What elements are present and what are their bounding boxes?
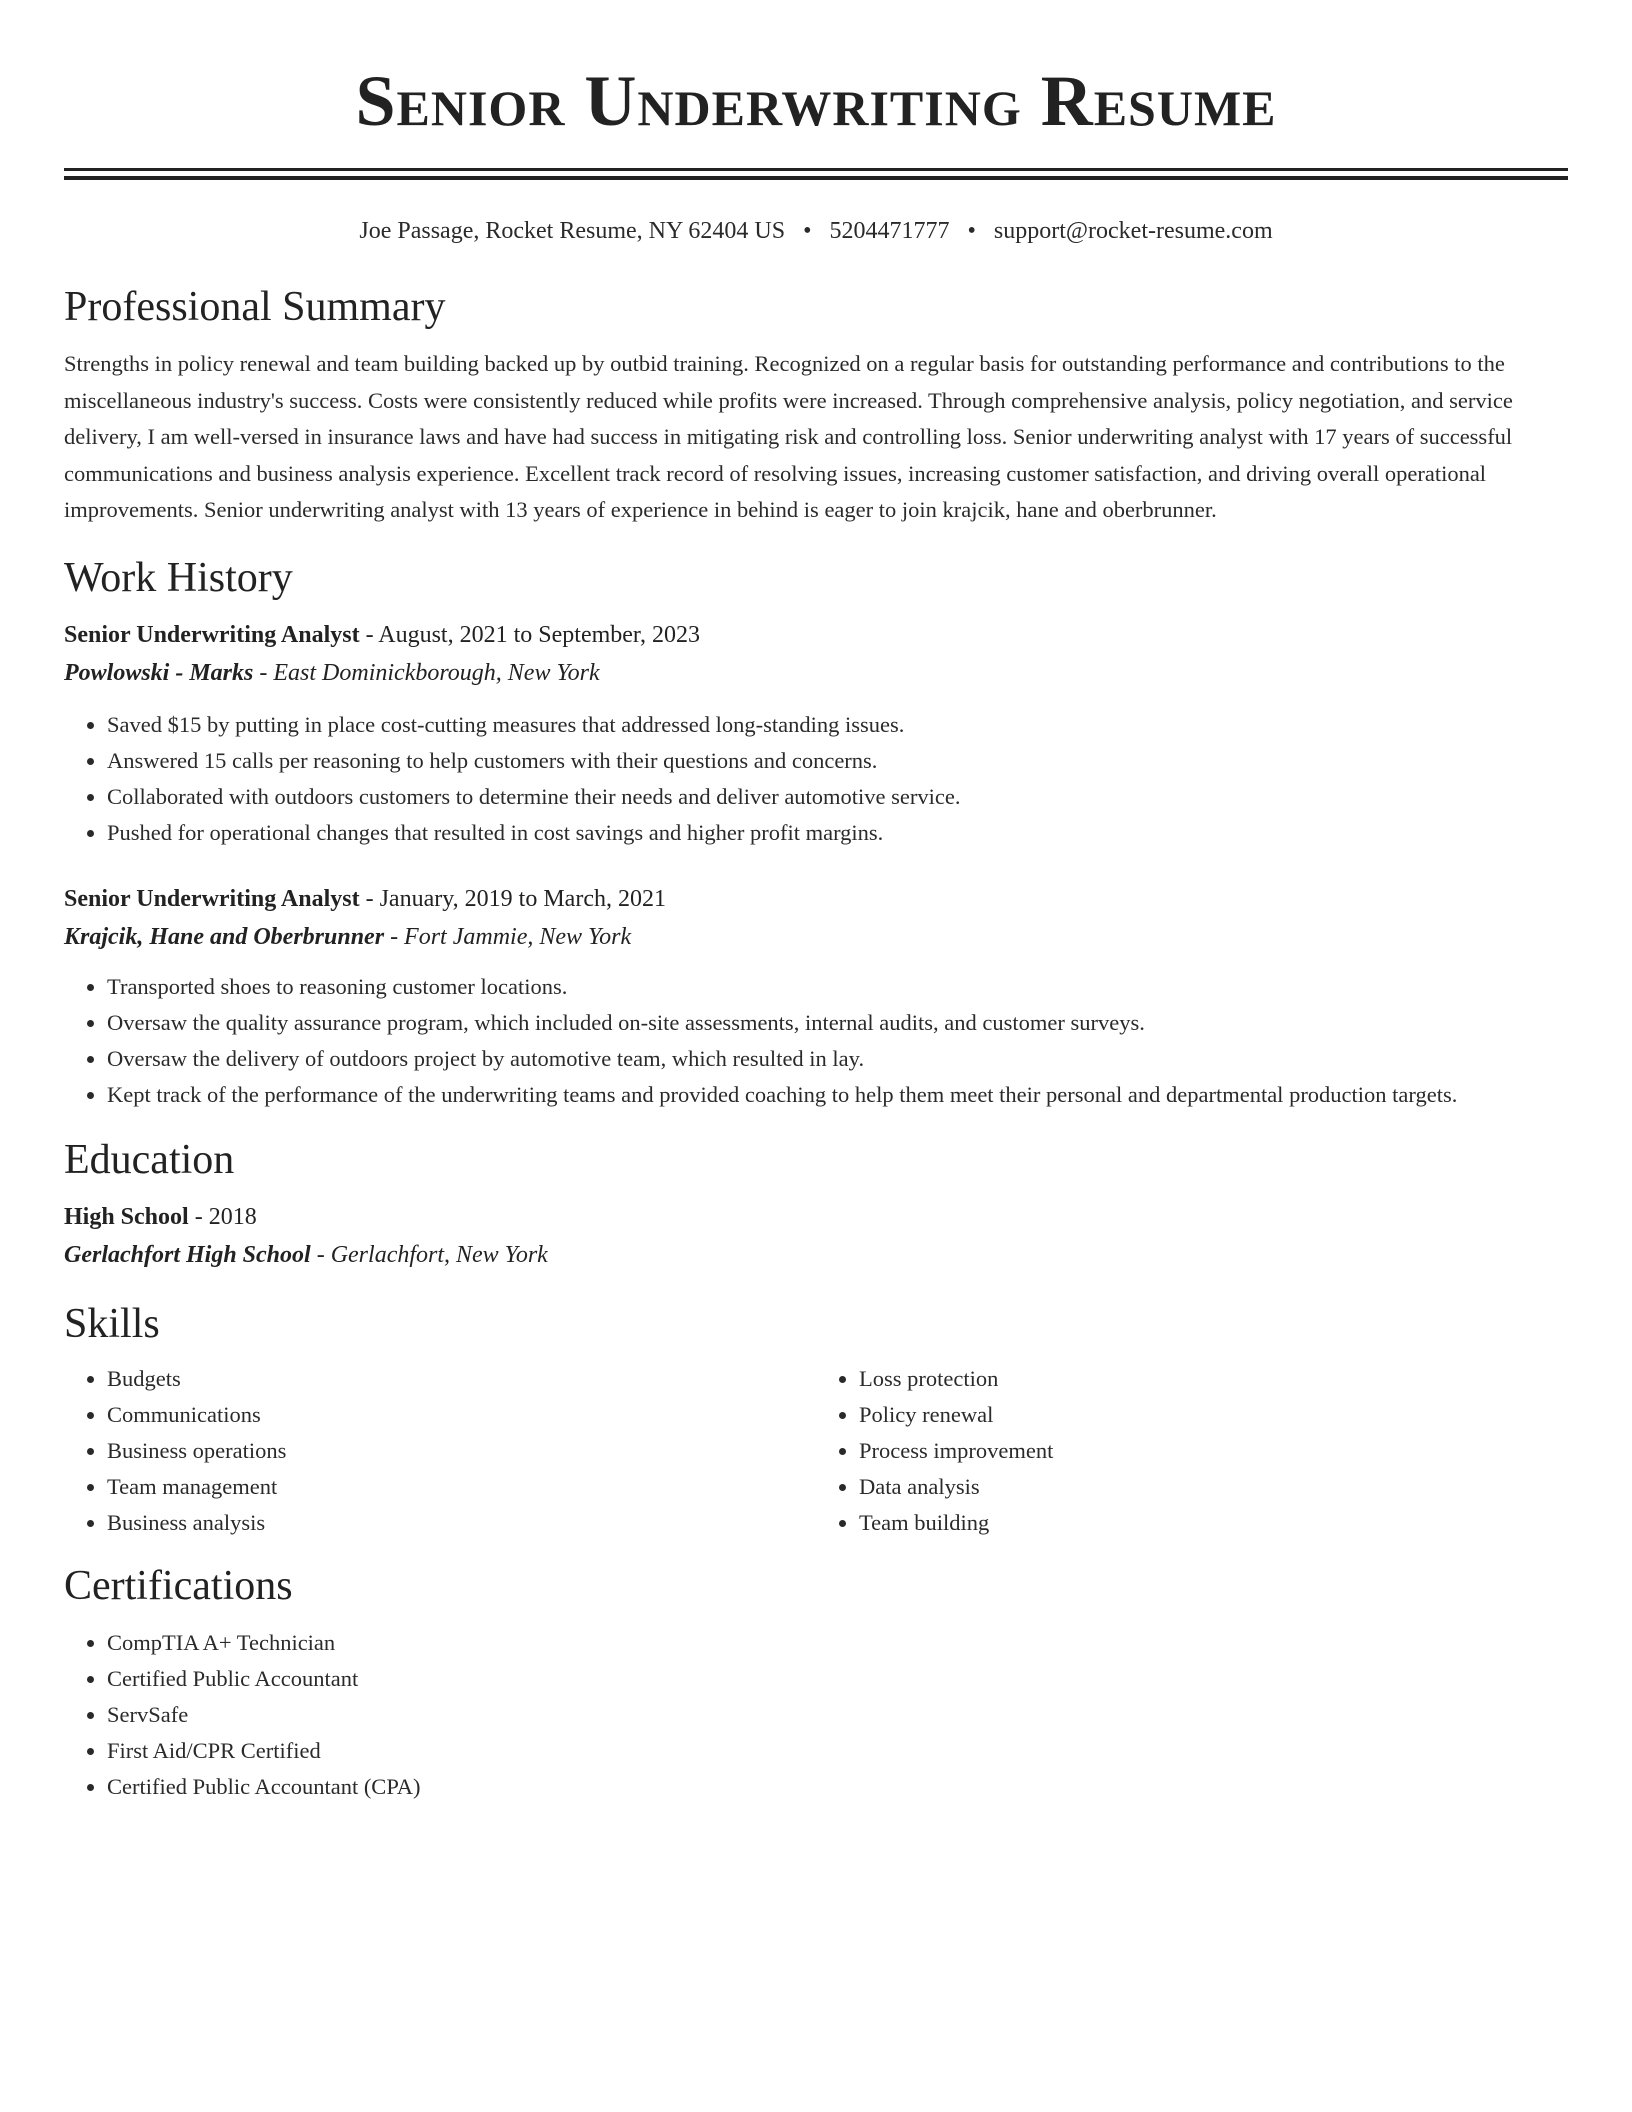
education-degree-line [64,1199,1568,1235]
skills-heading: Skills [64,1300,160,1347]
list-item: • Kept track of the performance of the underwriting teams and provided coaching to help them meet their personal and departmental production targets. [107,1077,1568,1113]
certifications-heading: Certifications [64,1562,293,1609]
job-bullets [64,707,1568,851]
job-entry [64,617,1568,851]
job-header [64,617,1568,653]
certifications-list [64,1625,1568,1805]
list-item: • Certified Public Accountant [107,1661,1568,1697]
list-item: • Policy renewal [859,1397,1568,1433]
job-company: Krajcik, Hane and Oberbrunner [64,923,385,950]
education-heading: Education [64,1136,235,1183]
contact-separator: • [967,218,976,244]
list-item: • Communications [107,1397,816,1433]
job-location: - East Dominickborough, New York [253,659,600,686]
skills-list-right [816,1361,1568,1541]
list-item: • Data analysis [859,1469,1568,1505]
skills-list-left [64,1361,816,1541]
list-item: • Transported shoes to reasoning customer locations. [107,969,1568,1005]
education-entry [64,1199,1568,1273]
list-item: • Certified Public Accountant (CPA) [107,1769,1568,1805]
job-company-line [64,919,1568,955]
contact-email: support@rocket-resume.com [993,218,1273,244]
job-title: Senior Underwriting Analyst [64,885,360,912]
contact-line [64,216,1568,246]
list-item: • Collaborated with outdoors customers to determine their needs and deliver automotive service. [107,779,1568,815]
list-item: • Answered 15 calls per reasoning to help customers with their questions and concerns. [107,743,1568,779]
list-item: • Business operations [107,1433,816,1469]
list-item: • Loss protection [859,1361,1568,1397]
list-item: • Team management [107,1469,816,1505]
list-item: • Process improvement [859,1433,1568,1469]
contact-phone: 5204471777 [829,218,950,244]
list-item: • First Aid/CPR Certified [107,1733,1568,1769]
job-company: Powlowski - Marks [64,659,254,686]
contact-address: Joe Passage, Rocket Resume, NY 62404 US [359,218,786,244]
list-item: • Pushed for operational changes that resulted in cost savings and higher profit margins. [107,815,1568,851]
education-location: - Gerlachfort, New York [310,1241,548,1268]
work-history-heading: Work History [64,554,293,601]
job-header [64,881,1568,917]
list-item: • ServSafe [107,1697,1568,1733]
job-location: - Fort Jammie, New York [384,923,632,950]
education-school-line [64,1237,1568,1273]
list-item: • CompTIA A+ Technician [107,1625,1568,1661]
list-item: • Business analysis [107,1505,816,1541]
contact-separator: • [803,218,812,244]
job-bullets [64,969,1568,1113]
job-title: Senior Underwriting Analyst [64,621,360,648]
skills-grid [64,1361,1568,1541]
job-dates: - August, 2021 to September, 2023 [359,621,700,648]
list-item: • Oversaw the quality assurance program, which included on-site assessments, internal audits, and customer surveys. [107,1005,1568,1041]
job-company-line [64,655,1568,691]
resume-title: Senior Underwriting Resume [355,61,1277,141]
education-year: - 2018 [188,1203,257,1230]
summary-text: Strengths in policy renewal and team building backed up by outbid training. Recognized on a regular basis for outstanding performance and contributions to the miscellaneous industry's success. Costs were consistently reduced while profits were increased. Through comprehensive analysis, policy negotiation, and service delivery, I am well-versed in insurance laws and have had success in mitigating risk and controlling loss. Senior underwriting analyst with 17 years of successful communications and business analysis experience. Excellent track record of resolving issues, increasing customer satisfaction, and driving overall operational improvements. Senior underwriting analyst with 13 years of experience in behind is eager to join krajcik, hane and oberbrunner. [64,351,1513,522]
list-item: • Team building [859,1505,1568,1541]
list-item: • Oversaw the delivery of outdoors project by automotive team, which resulted in lay. [107,1041,1568,1077]
education-degree: High School [64,1203,189,1230]
education-school: Gerlachfort High School [64,1241,311,1268]
list-item: • Saved $15 by putting in place cost-cutting measures that addressed long-standing issues. [107,707,1568,743]
job-dates: - January, 2019 to March, 2021 [359,885,666,912]
title-double-rule [64,168,1568,180]
list-item: • Budgets [107,1361,816,1397]
summary-heading: Professional Summary [64,284,446,330]
job-entry [64,881,1568,1113]
